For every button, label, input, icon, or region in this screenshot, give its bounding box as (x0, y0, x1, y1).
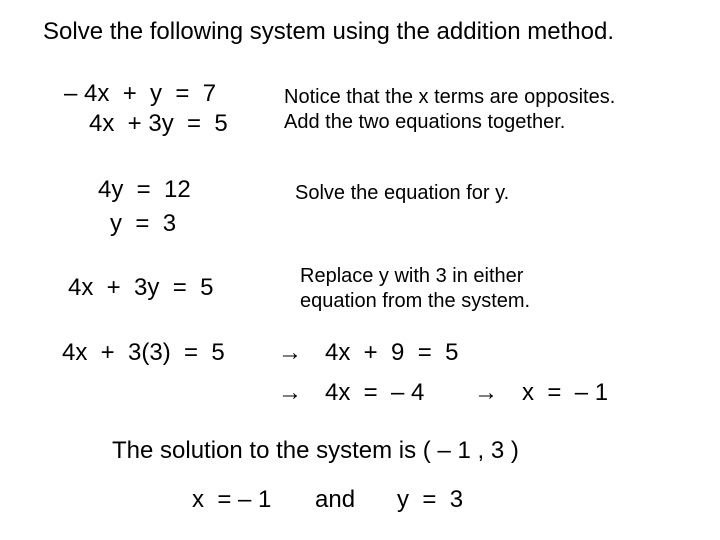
right-arrow-icon: → (278, 379, 302, 406)
note-replace-line1: Replace y with 3 in either (300, 265, 524, 287)
solution-statement: The solution to the system is ( – 1 , 3 ) (112, 437, 519, 464)
replace-equation: 4x + 3y = 5 (68, 274, 214, 301)
substituted-equation: 4x + 3(3) = 5 (62, 339, 225, 366)
right-arrow-icon: → (474, 379, 498, 406)
note-add-equations: Add the two equations together. (284, 111, 566, 133)
isolated-x-equation: 4x = – 4 (325, 379, 425, 406)
sum-equation: 4y = 12 (98, 176, 191, 203)
final-and: and (315, 486, 356, 513)
note-replace-line2: equation from the system. (300, 290, 531, 312)
final-x-value: x = – 1 (192, 486, 272, 513)
x-result: x = – 1 (522, 379, 609, 406)
simplified-equation: 4x + 9 = 5 (325, 339, 459, 366)
page-title: Solve the following system using the addition method. (43, 18, 614, 45)
final-y-value: y = 3 (397, 486, 464, 513)
system-equation-2: 4x + 3y = 5 (89, 110, 228, 137)
y-result: y = 3 (110, 210, 177, 237)
system-equation-1: – 4x + y = 7 (64, 80, 217, 107)
note-solve-y: Solve the equation for y. (295, 182, 510, 204)
right-arrow-icon: → (278, 339, 302, 366)
note-opposites: Notice that the x terms are opposites. (284, 86, 616, 108)
